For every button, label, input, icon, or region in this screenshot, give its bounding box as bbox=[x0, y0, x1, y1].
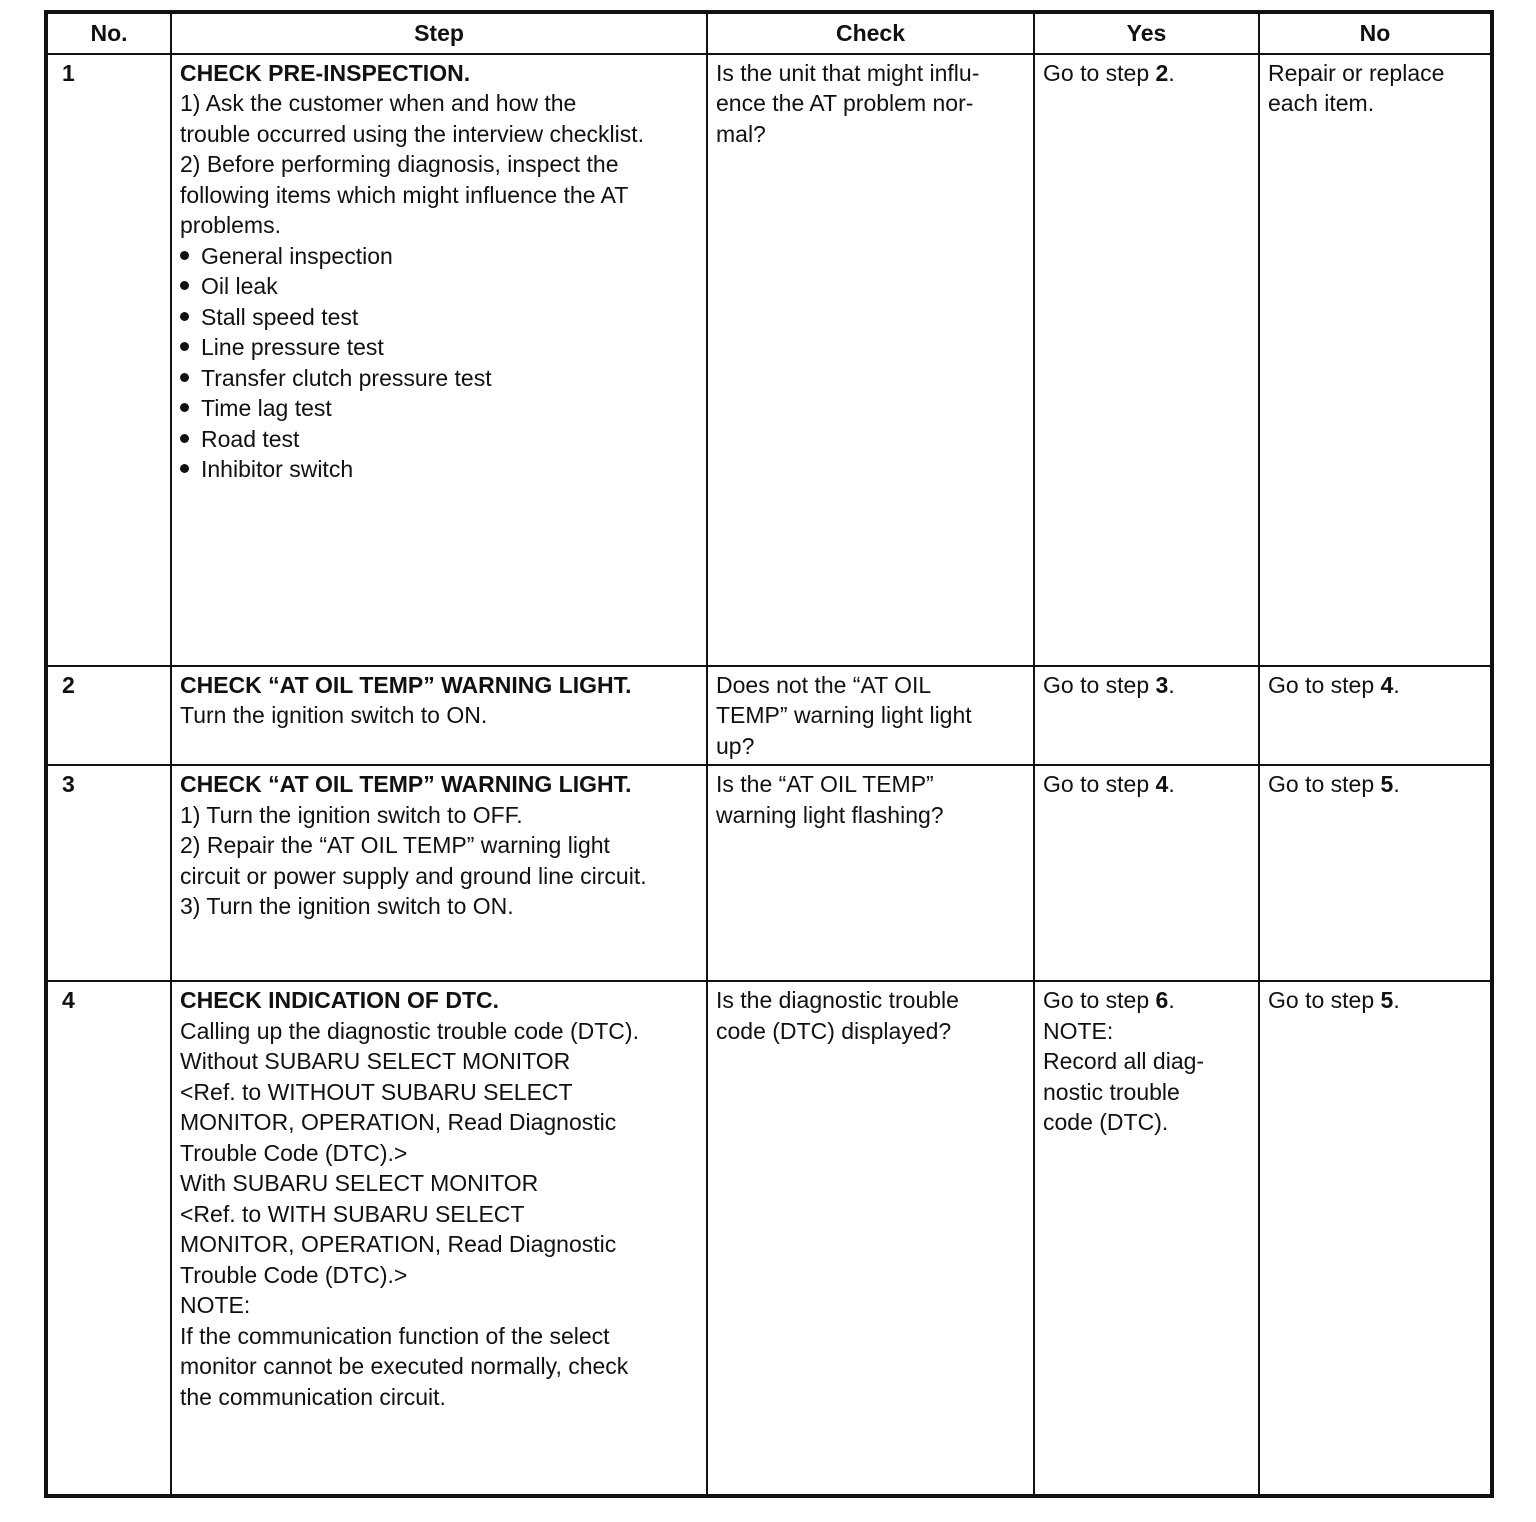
list-item bbox=[180, 363, 698, 394]
header-yes: Yes bbox=[1034, 12, 1259, 54]
step-line: 3) Turn the ignition switch to ON. bbox=[180, 893, 514, 919]
list-item bbox=[180, 393, 698, 424]
yes-text: Go to step bbox=[1043, 987, 1156, 1013]
step-line: Without SUBARU SELECT MONITOR bbox=[180, 1048, 571, 1074]
step-line: 2) Before performing diagnosis, inspect the bbox=[180, 151, 619, 177]
bullet-icon bbox=[180, 312, 189, 321]
list-item bbox=[180, 241, 698, 272]
no-suffix: . bbox=[1393, 771, 1400, 797]
no-cell bbox=[1259, 54, 1492, 666]
yes-text: Go to step bbox=[1043, 771, 1156, 797]
list-item bbox=[180, 271, 698, 302]
bullet-icon bbox=[180, 373, 189, 382]
no-cell bbox=[1259, 666, 1492, 766]
list-item bbox=[180, 454, 698, 485]
yes-cell bbox=[1034, 54, 1259, 666]
step-line: MONITOR, OPERATION, Read Diagnostic bbox=[180, 1231, 617, 1257]
bullet-icon bbox=[180, 281, 189, 290]
bullet-icon bbox=[180, 434, 189, 443]
header-row bbox=[46, 12, 1492, 54]
step-line: 1) Ask the customer when and how the bbox=[180, 90, 577, 116]
inspection-list bbox=[180, 241, 698, 485]
yes-note-line: Record all diag- bbox=[1043, 1048, 1205, 1074]
step-line: circuit or power supply and ground line circuit. bbox=[180, 862, 647, 889]
yes-step-number: 3 bbox=[1155, 671, 1169, 698]
yes-cell bbox=[1034, 765, 1259, 981]
no-text: Go to step bbox=[1268, 671, 1381, 698]
row-number: 2 bbox=[46, 666, 171, 766]
table-row bbox=[46, 666, 1492, 766]
list-item-text: Transfer clutch pressure test bbox=[201, 364, 492, 391]
check-line: mal? bbox=[716, 120, 766, 147]
step-line: the communication circuit. bbox=[180, 1383, 446, 1410]
list-item-text: Line pressure test bbox=[201, 334, 384, 360]
step-line: problems. bbox=[180, 212, 281, 238]
yes-cell bbox=[1034, 666, 1259, 766]
table-row bbox=[46, 765, 1492, 981]
check-line: Is the diagnostic trouble bbox=[716, 987, 959, 1013]
list-item-text: Road test bbox=[201, 425, 300, 452]
step-line: Trouble Code (DTC).> bbox=[180, 1261, 408, 1288]
step-line: <Ref. to WITHOUT SUBARU SELECT bbox=[180, 1078, 573, 1105]
step-title: CHECK INDICATION OF DTC. bbox=[180, 987, 500, 1013]
list-item-text: Oil leak bbox=[201, 273, 278, 299]
step-line: NOTE: bbox=[180, 1292, 251, 1318]
step-title: CHECK “AT OIL TEMP” WARNING LIGHT. bbox=[180, 771, 632, 797]
step-line: Calling up the diagnostic trouble code (DTC). bbox=[180, 1017, 639, 1044]
step-title: CHECK “AT OIL TEMP” WARNING LIGHT. bbox=[180, 671, 632, 698]
step-line: <Ref. to WITH SUBARU SELECT bbox=[180, 1200, 525, 1227]
step-cell bbox=[171, 54, 707, 666]
check-line: code (DTC) displayed? bbox=[716, 1017, 952, 1044]
yes-suffix: . bbox=[1168, 59, 1175, 86]
no-step-number: 5 bbox=[1380, 987, 1394, 1013]
step-line: trouble occurred using the interview checklist. bbox=[180, 120, 645, 147]
yes-step-number: 4 bbox=[1155, 771, 1169, 797]
bullet-icon bbox=[180, 464, 189, 473]
list-item bbox=[180, 332, 698, 363]
step-cell bbox=[171, 765, 707, 981]
table-row bbox=[46, 54, 1492, 666]
yes-line bbox=[1043, 985, 1250, 1016]
no-line: Repair or replace bbox=[1268, 59, 1445, 86]
row-number: 1 bbox=[46, 54, 171, 666]
yes-suffix: . bbox=[1168, 771, 1175, 797]
step-title: CHECK PRE-INSPECTION. bbox=[180, 59, 471, 86]
yes-note-line: code (DTC). bbox=[1043, 1109, 1169, 1135]
step-line: If the communication function of the select bbox=[180, 1322, 610, 1349]
yes-note-line: nostic trouble bbox=[1043, 1078, 1180, 1105]
check-line: ence the AT problem nor- bbox=[716, 90, 974, 116]
header-no: No. bbox=[46, 12, 171, 54]
list-item-text: Inhibitor switch bbox=[201, 456, 354, 482]
list-item-text: Time lag test bbox=[201, 395, 332, 421]
list-item-text: General inspection bbox=[201, 242, 393, 269]
list-item-text: Stall speed test bbox=[201, 303, 359, 330]
step-cell bbox=[171, 666, 707, 766]
row-number: 3 bbox=[46, 765, 171, 981]
header-no-answer: No bbox=[1259, 12, 1492, 54]
no-text: Go to step bbox=[1268, 771, 1381, 797]
check-cell bbox=[707, 981, 1034, 1496]
check-line: Is the unit that might influ- bbox=[716, 59, 980, 86]
header-step: Step bbox=[171, 12, 707, 54]
table-row bbox=[46, 981, 1492, 1496]
no-cell bbox=[1259, 765, 1492, 981]
bullet-icon bbox=[180, 342, 189, 351]
check-line: Is the “AT OIL TEMP” bbox=[716, 771, 934, 797]
check-cell bbox=[707, 666, 1034, 766]
check-cell bbox=[707, 54, 1034, 666]
check-line: warning light flashing? bbox=[716, 801, 944, 828]
no-cell bbox=[1259, 981, 1492, 1496]
list-item bbox=[180, 302, 698, 333]
step-line: 2) Repair the “AT OIL TEMP” warning light bbox=[180, 832, 610, 858]
bullet-icon bbox=[180, 403, 189, 412]
step-line: Trouble Code (DTC).> bbox=[180, 1139, 408, 1166]
check-line: Does not the “AT OIL bbox=[716, 671, 932, 698]
yes-suffix: . bbox=[1168, 671, 1175, 698]
check-cell bbox=[707, 765, 1034, 981]
no-step-number: 4 bbox=[1380, 671, 1394, 698]
step-line: MONITOR, OPERATION, Read Diagnostic bbox=[180, 1109, 617, 1135]
bullet-icon bbox=[180, 251, 189, 260]
step-line: monitor cannot be executed normally, check bbox=[180, 1353, 629, 1379]
row-number: 4 bbox=[46, 981, 171, 1496]
yes-text: Go to step bbox=[1043, 671, 1156, 698]
step-line: Turn the ignition switch to ON. bbox=[180, 702, 488, 728]
step-line: With SUBARU SELECT MONITOR bbox=[180, 1170, 539, 1196]
yes-cell bbox=[1034, 981, 1259, 1496]
header-check: Check bbox=[707, 12, 1034, 54]
check-line: up? bbox=[716, 732, 755, 759]
no-line: each item. bbox=[1268, 90, 1375, 116]
list-item bbox=[180, 424, 698, 455]
no-step-number: 5 bbox=[1380, 771, 1394, 797]
yes-step-number: 2 bbox=[1155, 59, 1169, 86]
no-text: Go to step bbox=[1268, 987, 1381, 1013]
check-line: TEMP” warning light light bbox=[716, 702, 972, 728]
yes-text: Go to step bbox=[1043, 59, 1156, 86]
no-suffix: . bbox=[1393, 987, 1400, 1013]
no-suffix: . bbox=[1393, 671, 1400, 698]
step-line: following items which might influence the AT bbox=[180, 181, 629, 208]
step-line: 1) Turn the ignition switch to OFF. bbox=[180, 801, 523, 828]
diagnosis-table bbox=[44, 10, 1494, 1498]
yes-step-number: 6 bbox=[1155, 987, 1169, 1013]
yes-note-line: NOTE: bbox=[1043, 1017, 1114, 1044]
yes-suffix: . bbox=[1168, 987, 1175, 1013]
step-cell bbox=[171, 981, 707, 1496]
